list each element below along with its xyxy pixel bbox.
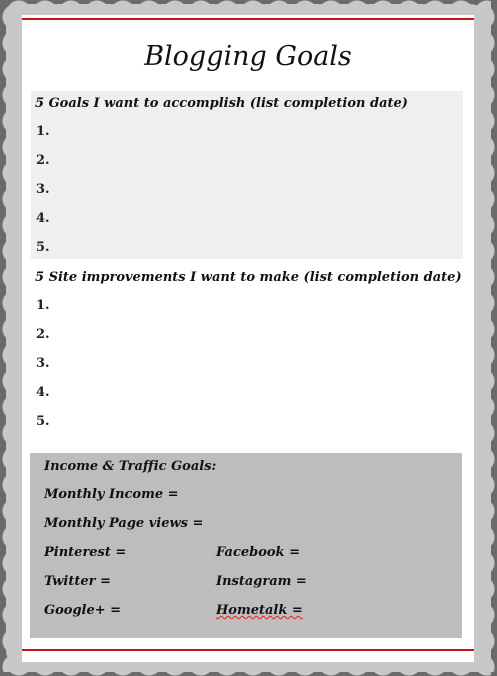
worksheet-page (22, 15, 474, 662)
improvement-item-5: 5. (36, 414, 50, 429)
pinterest-label: Pinterest = (44, 545, 127, 560)
income-traffic-heading: Income & Traffic Goals: (44, 459, 217, 474)
goal-item-3: 3. (36, 182, 50, 197)
monthly-income-label: Monthly Income = (44, 487, 179, 502)
income-traffic-box (30, 453, 462, 638)
twitter-label: Twitter = (44, 574, 111, 589)
facebook-label: Facebook = (216, 545, 300, 560)
goals-section (31, 91, 463, 259)
instagram-label: Instagram = (216, 574, 307, 589)
google-plus-label: Google+ = (44, 603, 122, 618)
improvement-item-2: 2. (36, 327, 50, 342)
improvement-item-3: 3. (36, 356, 50, 371)
hometalk-label: Hometalk = (216, 603, 303, 618)
goal-item-5: 5. (36, 240, 50, 255)
improvements-heading: 5 Site improvements I want to make (list completion date) (35, 270, 462, 285)
goal-item-1: 1. (36, 124, 50, 139)
goals-heading: 5 Goals I want to accomplish (list completion date) (35, 96, 408, 111)
goal-item-4: 4. (36, 211, 50, 226)
bottom-red-rule (22, 649, 474, 651)
top-red-rule (22, 18, 474, 20)
monthly-page-views-label: Monthly Page views = (44, 516, 204, 531)
improvement-item-4: 4. (36, 385, 50, 400)
improvement-item-1: 1. (36, 298, 50, 313)
page-title: Blogging Goals (144, 41, 352, 72)
improvements-section (31, 265, 463, 433)
goal-item-2: 2. (36, 153, 50, 168)
